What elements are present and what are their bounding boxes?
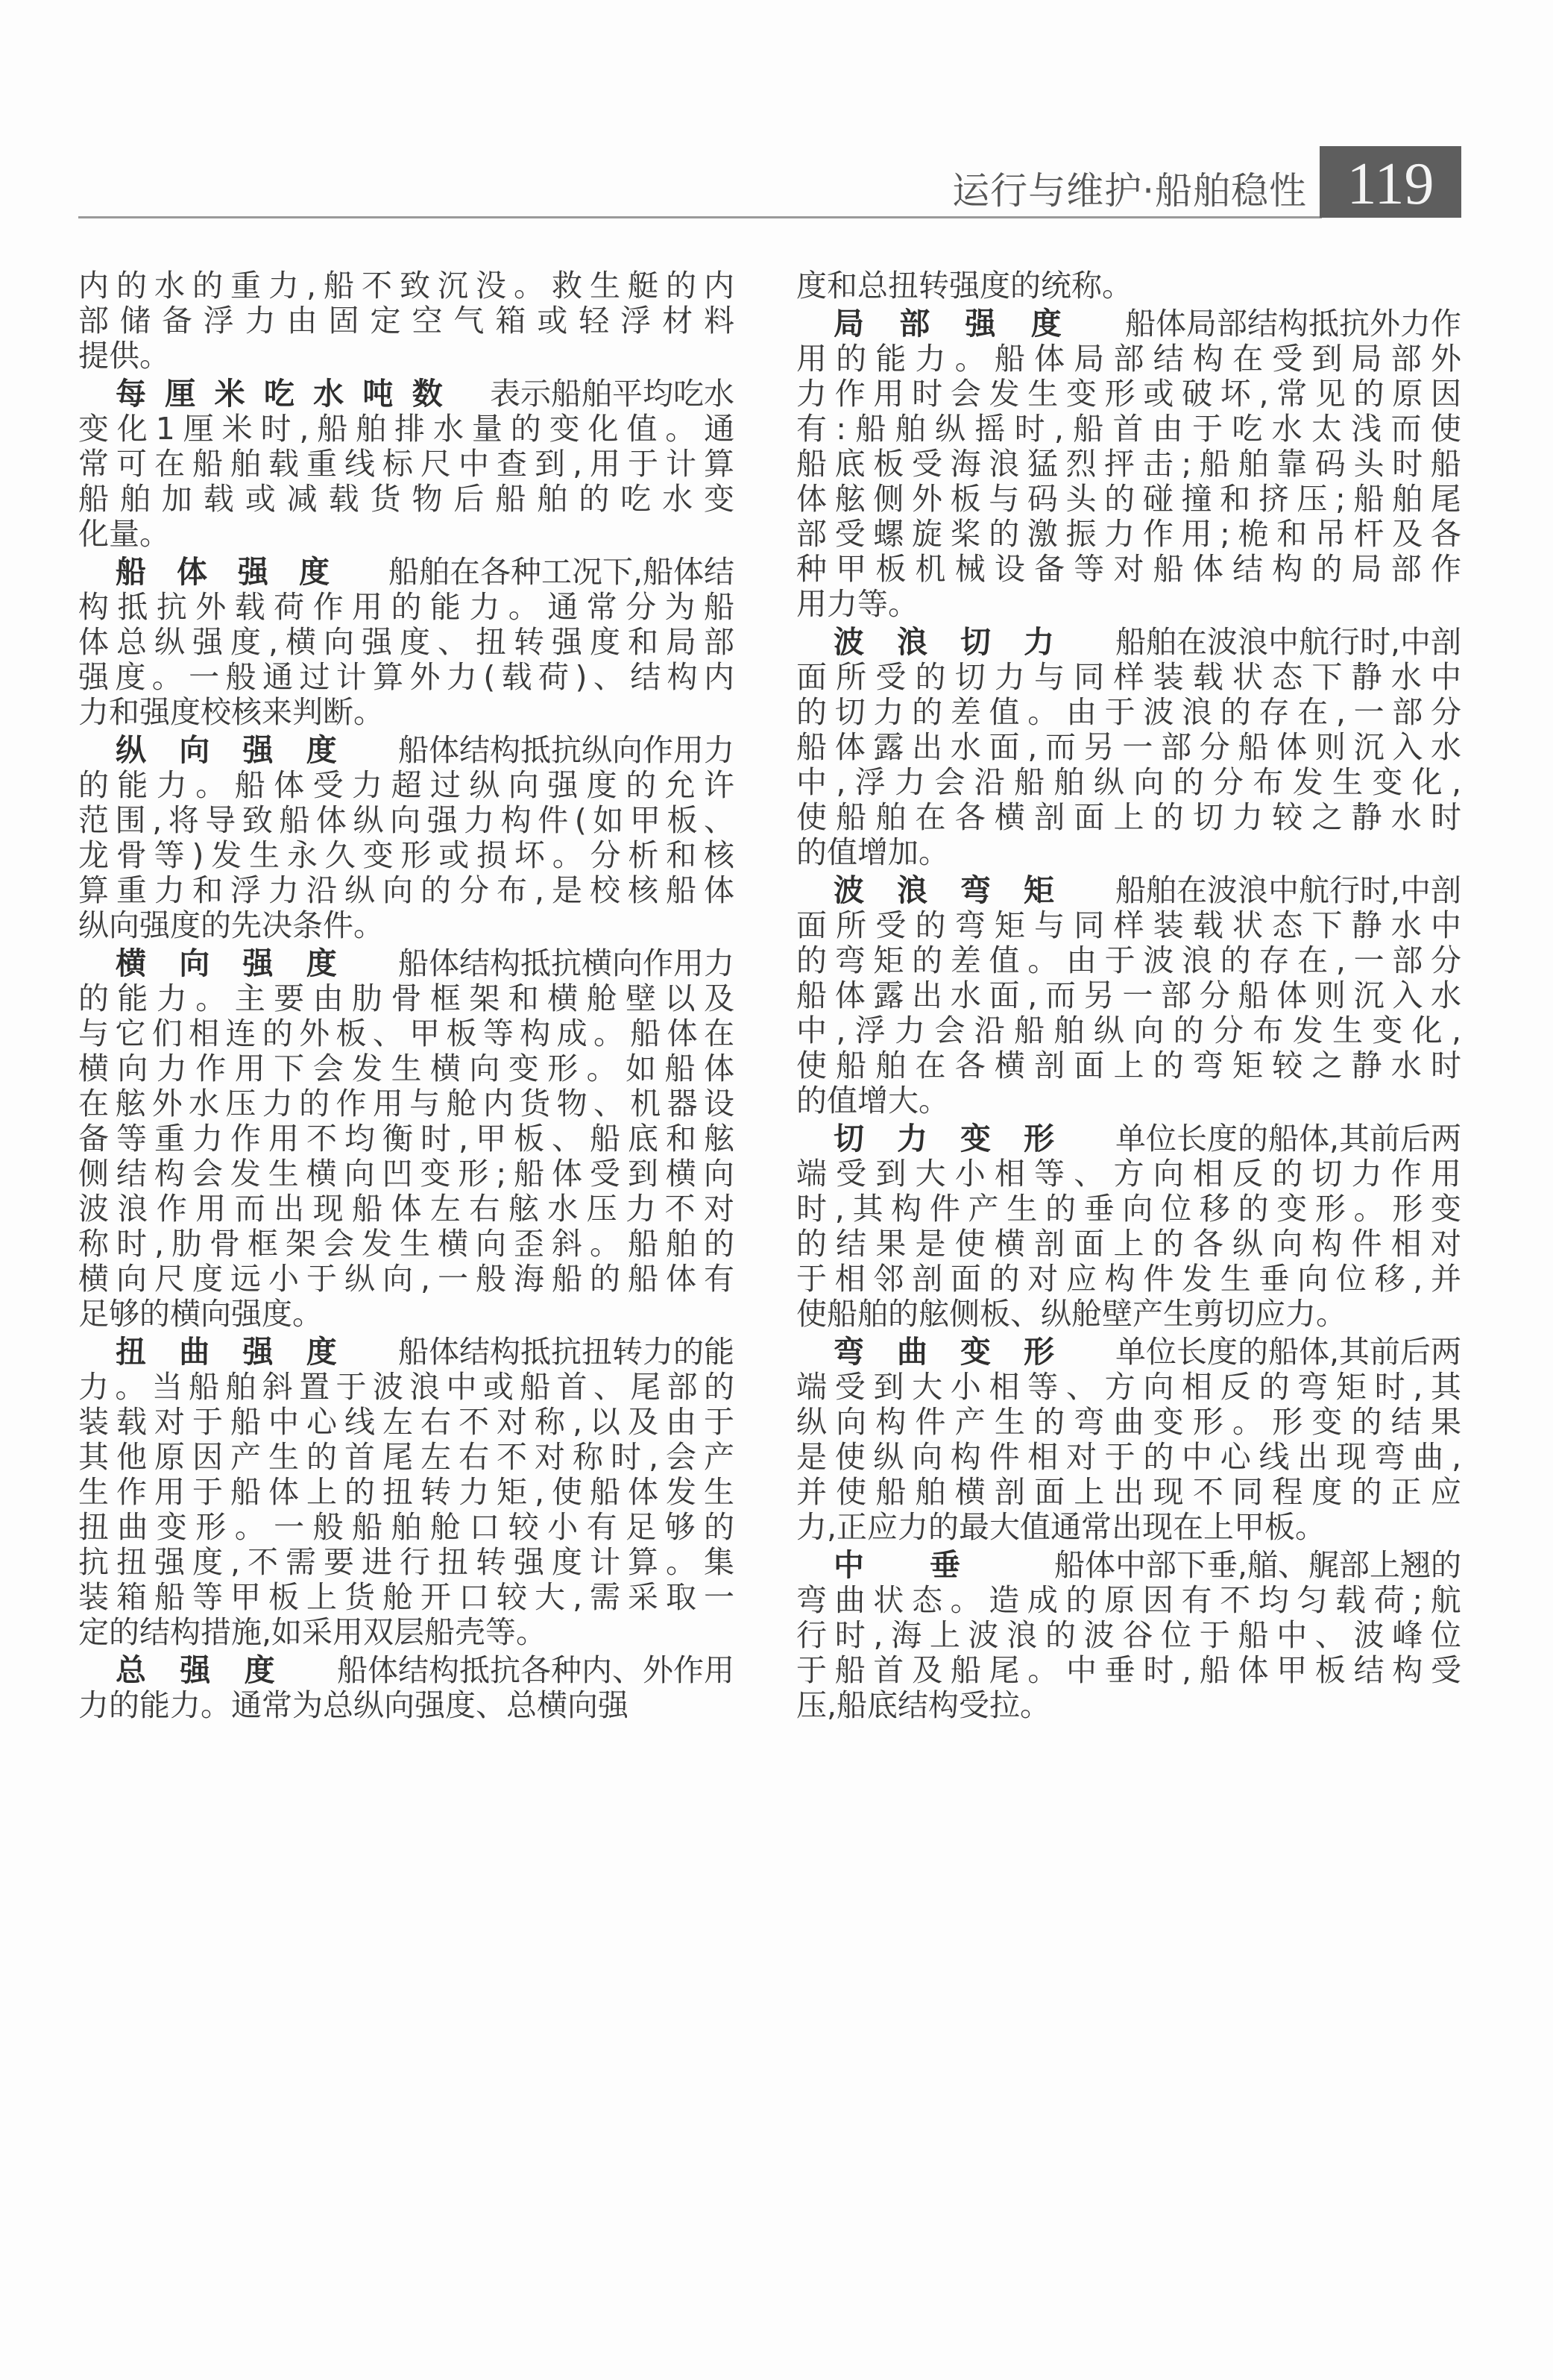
text-line: [796, 799, 1471, 835]
line-text: 称时,肋骨框架会发生横向歪斜。船舶的: [78, 1226, 743, 1262]
text-line: [796, 907, 1471, 943]
text-line: [78, 908, 734, 943]
line-text: 船体局部结构抵抗外力作: [1125, 306, 1461, 341]
right-column: [796, 268, 1471, 1726]
text-line: [78, 1474, 743, 1510]
line-text: 行时,海上波浪的波谷位于船中、波峰位: [796, 1617, 1469, 1653]
text-line: [78, 339, 734, 374]
line-text: 船舶在各种工况下,船体结: [388, 554, 734, 590]
text-line: [78, 377, 734, 412]
text-line: [78, 1579, 743, 1615]
line-text: 的能力。船体受力超过纵向强度的允许: [78, 767, 743, 803]
line-text: 单位长度的船体,其前后两: [1115, 1121, 1461, 1156]
line-text: 备等重力作用不均衡时,甲板、船底和舷: [78, 1121, 743, 1156]
text-line: [796, 1617, 1469, 1653]
line-text: 时,其构件产生的垂向位移的变形。形变: [796, 1191, 1469, 1227]
line-text: 波浪作用而出现船体左右舷水压力不对: [78, 1191, 743, 1227]
continued-paragraph: [78, 268, 746, 374]
line-text: 内的水的重力,船不致沉没。救生艇的内: [78, 268, 743, 303]
text-line: [796, 1013, 1471, 1048]
line-text: 力,正应力的最大值通常出现在上甲板。: [796, 1509, 1326, 1545]
line-text: 中,浮力会沿船舶纵向的分布发生变化,: [796, 1013, 1471, 1048]
line-text: 压,船底结构受拉。: [796, 1687, 1051, 1723]
text-line: [78, 1297, 734, 1332]
text-line: [796, 1191, 1469, 1227]
running-header: [0, 0, 1553, 224]
text-line: [796, 1510, 1461, 1545]
text-line: [78, 1369, 741, 1405]
glossary-entry: [796, 624, 1471, 870]
text-line: [796, 376, 1469, 412]
line-text: 装载对于船中心线左右不对称,以及由于: [78, 1404, 743, 1440]
text-line: [78, 1439, 743, 1475]
text-line: [78, 624, 743, 660]
line-text: 定的结构措施,如采用双层船壳等。: [78, 1614, 547, 1650]
entry-term: 扭曲强度: [116, 1334, 370, 1370]
text-line: [78, 411, 743, 447]
text-line: [78, 1615, 734, 1650]
text-line: [796, 1439, 1469, 1475]
line-text: 常可在船舶载重线标尺中查到,用于计算: [78, 446, 743, 482]
continued-paragraph: [796, 268, 1461, 303]
text-line: [796, 1156, 1471, 1191]
line-text: 并使船舶横剖面上出现不同程度的正应: [796, 1474, 1471, 1510]
entry-term: 局部强度: [834, 306, 1097, 341]
text-line: [796, 516, 1469, 552]
glossary-entry: [78, 1653, 734, 1723]
line-text: 于相邻剖面的对应构件发生垂向位移,并: [796, 1261, 1469, 1297]
text-line: [78, 1509, 743, 1545]
entry-term: 横向强度: [116, 945, 370, 981]
text-line: [78, 1226, 743, 1262]
text-line: [796, 1582, 1469, 1618]
page-number-box: [1320, 146, 1461, 218]
glossary-entry: [796, 1334, 1471, 1545]
text-line: [796, 764, 1471, 800]
line-text: 的值增加。: [796, 834, 949, 870]
line-text: 力的能力。通常为总纵向强度、总横向强: [78, 1687, 629, 1723]
line-text: 化量。: [78, 516, 170, 552]
text-line: [78, 695, 734, 730]
line-text: 船舶在波浪中航行时,中剖: [1115, 872, 1461, 908]
line-text: 使船舶的舷侧板、纵舱壁产生剪切应力。: [796, 1296, 1346, 1332]
text-line: [796, 1369, 1469, 1405]
text-line: [78, 1653, 734, 1688]
line-text: 度和总扭转强度的统称。: [796, 268, 1133, 303]
line-text: 船舶加载或减载货物后船舶的吃水变: [78, 481, 746, 517]
entry-term: 切力变形: [834, 1121, 1087, 1156]
line-text: 有:船舶纵摇时,船首由于吃水太浅而使: [796, 411, 1471, 447]
text-line: [796, 1048, 1471, 1083]
line-text: 生作用于船体上的扭转力矩,使船体发生: [78, 1474, 743, 1510]
line-text: 龙骨等)发生永久变形或损坏。分析和核: [78, 837, 742, 873]
entry-term: 中垂: [834, 1547, 1026, 1583]
entry-term: 每厘米吃水吨数: [116, 376, 462, 412]
text-line: [78, 767, 743, 803]
line-text: 力作用时会发生变形或破坏,常见的原因: [796, 376, 1469, 412]
entry-term: 波浪切力: [834, 624, 1087, 660]
glossary-entry: [78, 732, 743, 943]
glossary-entry: [796, 872, 1471, 1118]
text-line: [796, 873, 1461, 908]
text-line: [78, 1404, 743, 1440]
line-text: 的结果是使横剖面上的各纵向构件相对: [796, 1226, 1471, 1262]
text-line: [796, 551, 1471, 587]
text-line: [78, 1335, 734, 1370]
text-line: [78, 802, 741, 838]
line-text: 横向力作用下会发生横向变形。如船体: [78, 1051, 743, 1086]
glossary-entry: [78, 376, 746, 552]
line-text: 变化1厘米时,船舶排水量的变化值。通: [78, 411, 743, 447]
line-text: 范围,将导致船体纵向强力构件(如甲板、: [78, 802, 741, 838]
entry-term: 总强度: [116, 1652, 309, 1688]
text-line: [78, 1261, 743, 1297]
text-line: [796, 659, 1471, 695]
line-text: 力和强度校核来判断。: [78, 694, 384, 730]
line-text: 船体中部下垂,艏、艉部上翘的: [1053, 1547, 1461, 1583]
text-line: [796, 1652, 1469, 1688]
entry-term: 弯曲变形: [834, 1334, 1087, 1370]
entry-term: 波浪弯矩: [834, 872, 1087, 908]
text-line: [796, 729, 1469, 765]
text-line: [78, 1121, 743, 1156]
line-text: 船体结构抵抗横向作用力: [398, 945, 734, 981]
text-line: [796, 268, 1461, 303]
line-text: 的弯矩的差值。由于波浪的存在,一部分: [796, 942, 1469, 978]
text-line: [796, 411, 1471, 447]
text-line: [796, 1261, 1469, 1297]
text-line: [78, 1544, 743, 1580]
text-line: [78, 837, 742, 873]
glossary-entry: [796, 1121, 1471, 1332]
header-rule: [78, 216, 1322, 218]
glossary-entry: [78, 945, 743, 1332]
glossary-entry: [796, 306, 1471, 622]
text-line: [78, 1051, 743, 1086]
text-line: [78, 946, 734, 981]
glossary-entry: [796, 1547, 1469, 1723]
text-line: [796, 1548, 1461, 1583]
text-line: [796, 1688, 1461, 1723]
text-line: [796, 1226, 1471, 1262]
line-text: 的切力的差值。由于波浪的存在,一部分: [796, 694, 1469, 730]
line-text: 船舶在波浪中航行时,中剖: [1115, 624, 1461, 660]
line-text: 用的能力。船体局部结构在受到局部外: [796, 341, 1471, 377]
line-text: 的能力。主要由肋骨框架和横舱壁以及: [78, 980, 743, 1016]
text-line: [78, 517, 734, 552]
text-line: [796, 625, 1461, 660]
line-text: 纵向构件产生的弯曲变形。形变的结果: [796, 1404, 1471, 1440]
line-text: 强度。一般通过计算外力(载荷)、结构内: [78, 659, 741, 695]
line-text: 用力等。: [796, 586, 919, 622]
line-text: 端受到大小相等、方向相反的切力作用: [796, 1156, 1471, 1191]
text-line: [78, 268, 743, 303]
glossary-entry: [78, 1334, 743, 1650]
text-line: [796, 978, 1469, 1013]
text-line: [796, 587, 1461, 622]
line-text: 面所受的切力与同样装载状态下静水中: [796, 659, 1471, 695]
text-line: [78, 1688, 734, 1723]
line-text: 扭曲变形。一般船舶舱口较小有足够的: [78, 1509, 743, 1545]
entry-term: 船体强度: [116, 554, 360, 590]
line-text: 船体露出水面,而另一部分船体则沉入水: [796, 978, 1469, 1013]
line-text: 使船舶在各横剖面上的弯矩较之静水时: [796, 1048, 1471, 1083]
line-text: 表示船舶平均吃水: [490, 376, 734, 412]
line-text: 体舷侧外板与码头的碰撞和挤压;船舶尾: [796, 481, 1469, 517]
line-text: 种甲板机械设备等对船体结构的局部作: [796, 551, 1471, 587]
line-text: 部储备浮力由固定空气箱或轻浮材料: [78, 303, 746, 339]
text-line: [796, 942, 1469, 978]
text-line: [78, 303, 746, 339]
line-text: 端受到大小相等、方向相反的弯矩时,其: [796, 1369, 1469, 1405]
text-line: [796, 306, 1461, 341]
text-line: [78, 446, 743, 482]
text-line: [78, 589, 743, 625]
text-line: [78, 1016, 741, 1051]
page-number: 119: [1346, 151, 1434, 217]
text-line: [78, 733, 734, 768]
line-text: 的值增大。: [796, 1083, 949, 1118]
line-text: 船体结构抵抗各种内、外作用: [337, 1652, 734, 1688]
text-line: [78, 980, 743, 1016]
text-line: [796, 1404, 1471, 1440]
line-text: 其他原因产生的首尾左右不对称时,会产: [78, 1439, 743, 1475]
text-line: [78, 555, 734, 590]
text-line: [796, 341, 1471, 377]
text-line: [78, 659, 741, 695]
text-line: [78, 872, 743, 908]
text-line: [796, 481, 1469, 517]
line-text: 弯曲状态。造成的原因有不均匀载荷;航: [796, 1582, 1469, 1618]
entry-term: 纵向强度: [116, 732, 370, 768]
text-line: [78, 481, 746, 517]
line-text: 单位长度的船体,其前后两: [1115, 1334, 1461, 1370]
line-text: 装箱船等甲板上货舱开口较大,需采取一: [78, 1579, 743, 1615]
text-line: [796, 835, 1461, 870]
text-line: [796, 1121, 1461, 1156]
text-line: [796, 1083, 1461, 1118]
text-line: [796, 446, 1469, 482]
left-column: [78, 268, 746, 1726]
text-line: [78, 1191, 743, 1227]
line-text: 船底板受海浪猛烈抨击;船舶靠码头时船: [796, 446, 1469, 482]
line-text: 于船首及船尾。中垂时,船体甲板结构受: [796, 1652, 1469, 1688]
line-text: 力。当船舶斜置于波浪中或船首、尾部的: [78, 1369, 741, 1405]
line-text: 纵向强度的先决条件。: [78, 907, 384, 943]
text-line: [796, 1297, 1461, 1332]
line-text: 船体结构抵抗纵向作用力: [398, 732, 734, 768]
line-text: 面所受的弯矩与同样装载状态下静水中: [796, 907, 1471, 943]
line-text: 船体露出水面,而另一部分船体则沉入水: [796, 729, 1469, 765]
line-text: 横向尺度远小于纵向,一般海船的船体有: [78, 1261, 743, 1297]
line-text: 部受螺旋桨的激振力作用;桅和吊杆及各: [796, 516, 1469, 552]
glossary-entry: [78, 554, 743, 730]
line-text: 提供。: [78, 338, 170, 374]
line-text: 抗扭强度,不需要进行扭转强度计算。集: [78, 1544, 743, 1580]
section-title: 运行与维护·船舶稳性: [952, 169, 1307, 212]
line-text: 使船舶在各横剖面上的切力较之静水时: [796, 799, 1471, 835]
line-text: 足够的横向强度。: [78, 1296, 323, 1332]
line-text: 侧结构会发生横向凹变形;船体受到横向: [78, 1156, 742, 1191]
text-line: [78, 1086, 741, 1121]
line-text: 船体结构抵抗扭转力的能: [398, 1334, 734, 1370]
text-line: [796, 1335, 1461, 1370]
line-text: 中,浮力会沿船舶纵向的分布发生变化,: [796, 764, 1471, 800]
line-text: 体总纵强度,横向强度、扭转强度和局部: [78, 624, 743, 660]
text-line: [78, 1156, 742, 1191]
line-text: 构抵抗外载荷作用的能力。通常分为船: [78, 589, 743, 625]
text-line: [796, 694, 1469, 730]
text-line: [796, 1474, 1471, 1510]
line-text: 在舷外水压力的作用与舱内货物、机器设: [78, 1086, 741, 1121]
line-text: 与它们相连的外板、甲板等构成。船体在: [78, 1016, 741, 1051]
line-text: 算重力和浮力沿纵向的分布,是校核船体: [78, 872, 743, 908]
line-text: 是使纵向构件相对于的中心线出现弯曲,: [796, 1439, 1469, 1475]
